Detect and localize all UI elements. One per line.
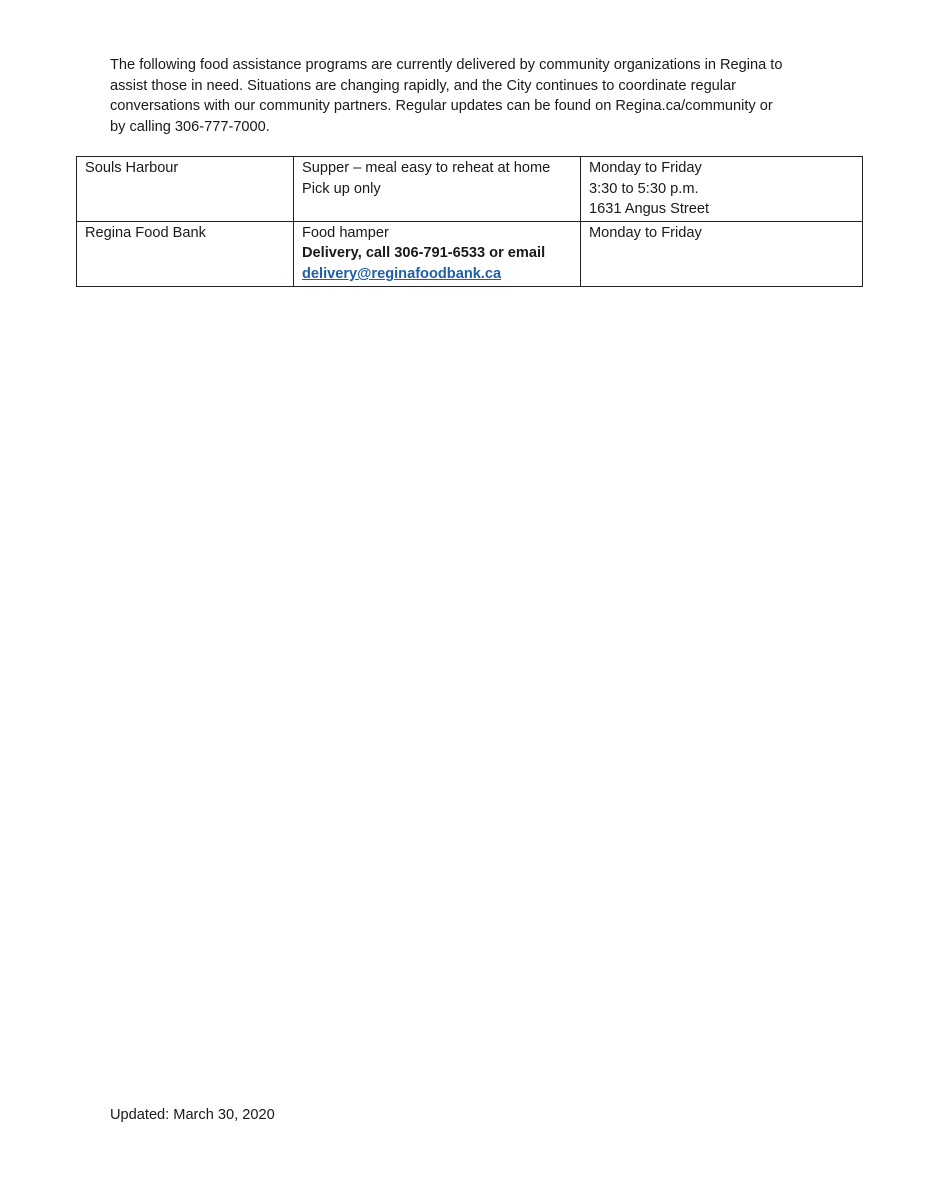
organization-cell: [77, 221, 294, 286]
program-line: Food hamper: [302, 224, 389, 241]
organization-name: Souls Harbour: [85, 160, 179, 176]
program-cell: [294, 221, 581, 286]
delivery-instructions: Delivery, call 306-791-6533 or email: [302, 245, 546, 262]
schedule-line: 3:30 to 5:30 p.m.: [589, 180, 699, 197]
organization-name: Regina Food Bank: [85, 224, 206, 241]
organization-cell: [77, 157, 294, 222]
intro-paragraph: [110, 55, 830, 137]
program-line: Supper – meal easy to reheat at home: [302, 160, 551, 176]
schedule-cell: [581, 221, 863, 286]
food-programs-table: [76, 156, 863, 287]
intro-line: by calling 306-777-7000.: [110, 118, 270, 135]
program-cell: [294, 157, 581, 222]
table-row: [77, 221, 863, 286]
schedule-cell: [581, 157, 863, 222]
table-row: [77, 157, 863, 222]
intro-line: conversations with our community partners. Regular updates can be found on Regina.ca/community or: [110, 98, 773, 115]
intro-line: The following food assistance programs are currently delivered by community organizations in Regina to: [110, 57, 783, 73]
updated-date: Updated: March 30, 2020: [110, 1107, 275, 1123]
program-line: Pick up only: [302, 180, 381, 197]
schedule-line: 1631 Angus Street: [589, 201, 710, 218]
schedule-line: Monday to Friday: [589, 160, 702, 176]
intro-line: assist those in need. Situations are changing rapidly, and the City continues to coordinate regular: [110, 77, 737, 94]
email-link[interactable]: delivery@reginafoodbank.ca: [302, 265, 502, 282]
schedule-line: Monday to Friday: [589, 224, 702, 241]
